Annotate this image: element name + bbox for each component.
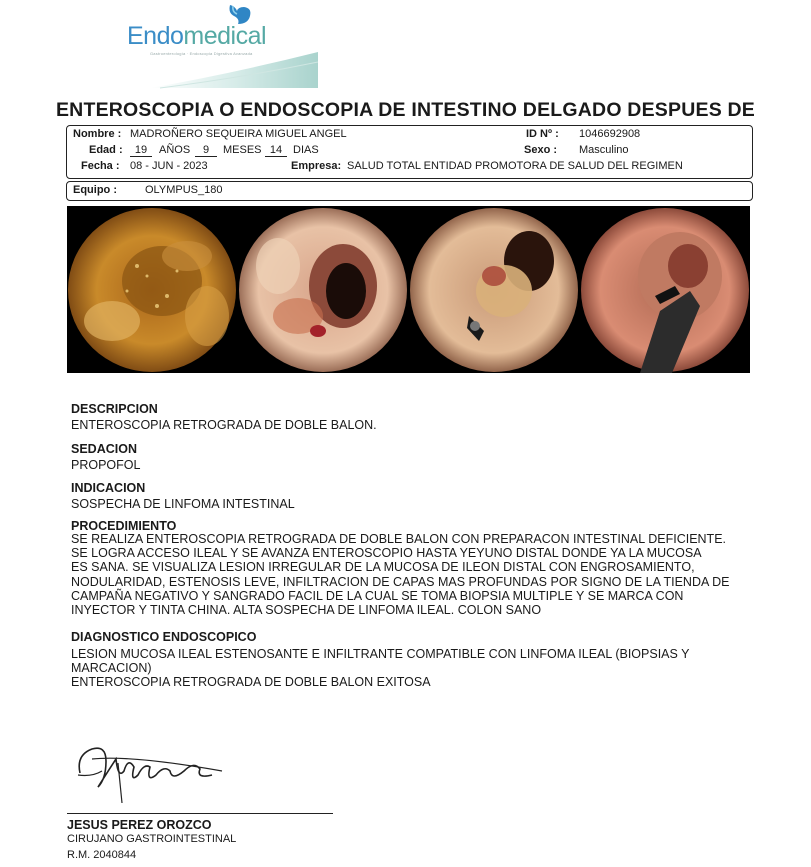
descripcion-text: ENTEROSCOPIA RETROGRADA DE DOBLE BALON. — [71, 418, 377, 432]
endoscopy-image-strip — [67, 206, 750, 373]
sexo-label: Sexo : — [524, 144, 558, 156]
nombre-label: Nombre : — [73, 128, 122, 140]
dias-label: DIAS — [293, 144, 319, 156]
id-label: ID Nº : — [526, 128, 559, 140]
procedimiento-line: CAMPAÑA NEGATIVO Y SANGRADO FACIL DE LA CUAL SE TOMA BIOPSIA MULTIPLE Y SE MARCA CON — [71, 588, 684, 603]
procedimiento-line: ES SANA. SE VISUALIZA LESION IRREGULAR DE LA MUCOSA DE ILEON DISTAL CON ENGROSAMIENTO, — [71, 560, 695, 575]
edad-anos-value: 19 — [130, 144, 152, 157]
equipo-label: Equipo : — [73, 184, 117, 196]
descripcion-heading: DESCRIPCION — [71, 402, 158, 416]
procedimiento-line: NODULARIDAD, ESTENOSIS LEVE, INFILTRACION DE CAPAS MAS PROFUNDAS POR SIGNO DE LA TIENDA DE — [71, 574, 730, 589]
diagnostico-line: MARCACION) — [71, 661, 152, 675]
logo-wordmark: Endomedical — [127, 22, 267, 50]
endoscopy-image-3 — [409, 206, 578, 373]
diagnostico-line: LESION MUCOSA ILEAL ESTENOSANTE E INFILTRANTE COMPATIBLE CON LINFOMA ILEAL (BIOPSIAS Y — [71, 647, 690, 661]
procedimiento-line: SE LOGRA ACCESO ILEAL Y SE AVANZA ENTEROSCOPIO HASTA YEYUNO DISTAL DONDE YA LA MUCOSA — [71, 546, 702, 561]
physician-rm: R.M. 2040844 — [67, 849, 137, 861]
report-title: ENTEROSCOPIA O ENDOSCOPIA DE INTESTINO DELGADO DESPUES DE — [55, 99, 756, 121]
sexo-value: Masculino — [579, 144, 629, 156]
handwritten-signature — [72, 735, 232, 807]
nombre-value: MADROÑERO SEQUEIRA MIGUEL ANGEL — [130, 128, 347, 140]
procedimiento-heading: PROCEDIMIENTO — [71, 519, 177, 533]
logo-tagline: Gastroenterología · Endoscopia Digestiva Avanzada — [150, 51, 253, 56]
logo — [120, 4, 320, 90]
fecha-label: Fecha : — [81, 160, 120, 172]
sedacion-text: PROPOFOL — [71, 458, 141, 472]
diagnostico-line: ENTEROSCOPIA RETROGRADA DE DOBLE BALON EXITOSA — [71, 675, 431, 689]
anos-label: AÑOS — [159, 144, 191, 156]
procedimiento-line: INYECTOR Y TINTA CHINA. ALTA SOSPECHA DE LINFOMA ILEAL. COLON SANO — [71, 603, 542, 618]
sedacion-heading: SEDACION — [71, 442, 137, 456]
meses-label: MESES — [223, 144, 262, 156]
fecha-value: 08 - JUN - 2023 — [130, 160, 208, 172]
empresa-value: SALUD TOTAL ENTIDAD PROMOTORA DE SALUD DEL REGIMEN — [347, 160, 683, 172]
signature-line — [67, 813, 333, 814]
diagnostico-heading: DIAGNOSTICO ENDOSCOPICO — [71, 630, 257, 644]
edad-label: Edad : — [89, 144, 123, 156]
endoscopy-image-4 — [580, 206, 750, 373]
endoscopy-image-2 — [238, 206, 407, 373]
empresa-label: Empresa: — [291, 160, 342, 172]
endoscopy-image-1 — [67, 206, 236, 373]
equipo-value: OLYMPUS_180 — [145, 184, 223, 196]
procedimiento-text — [71, 532, 771, 617]
indicacion-heading: INDICACION — [71, 481, 146, 495]
edad-dias-value: 14 — [265, 144, 287, 157]
diagnostico-text — [71, 647, 771, 689]
patient-info-box — [66, 125, 753, 179]
physician-name: JESUS PEREZ OROZCO — [67, 818, 212, 832]
equipment-box — [66, 181, 753, 201]
procedimiento-line: SE REALIZA ENTEROSCOPIA RETROGRADA DE DOBLE BALON CON PREPARACON INTESTINAL DEFICIENTE. — [71, 532, 726, 546]
edad-meses-value: 9 — [195, 144, 217, 157]
physician-role: CIRUJANO GASTROINTESTINAL — [67, 833, 237, 845]
indicacion-text: SOSPECHA DE LINFOMA INTESTINAL — [71, 497, 295, 511]
id-value: 1046692908 — [579, 128, 641, 140]
